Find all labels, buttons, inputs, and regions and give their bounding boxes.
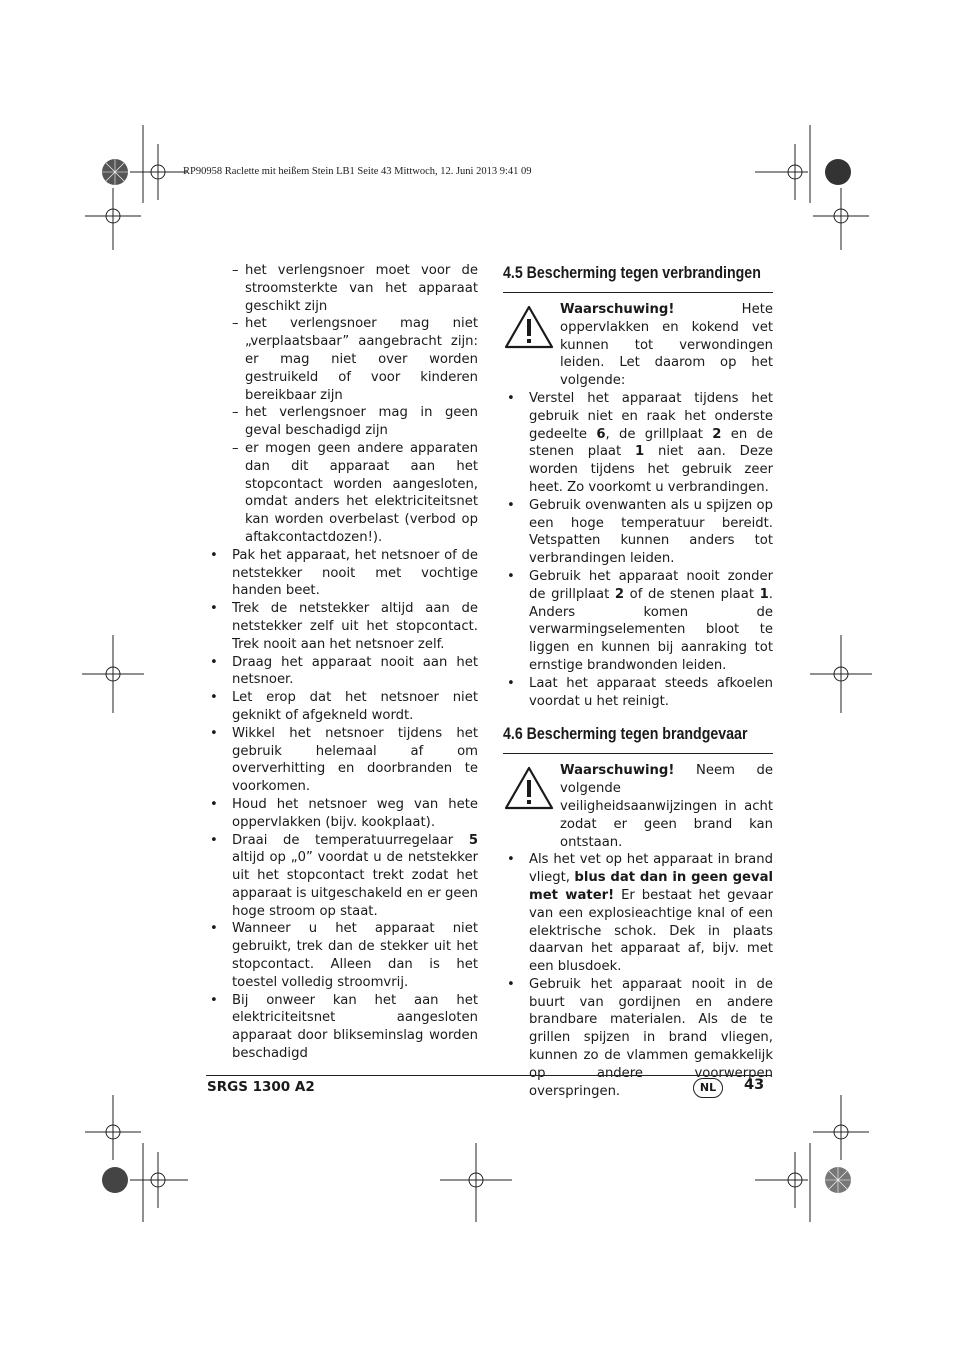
list-item: • Gebruik het apparaat nooit in de buurt van gordijnen en andere brandbare materialen. Als de te grillen spijzen in brand vliegen, kunnen zo de vlammen gemakkelijk op andere voorwerpen overspringen.: [507, 976, 773, 1099]
list-item: • Pak het apparaat, het netsnoer of de netstekker nooit met vochtige handen beet.: [210, 547, 478, 599]
footer-divider: [206, 1075, 772, 1076]
page-number: 43: [744, 1077, 765, 1093]
list-item: – er mogen geen andere apparaten dan dit apparaat aan het stopcontact worden aangesloten, omdat anders het elektriciteitsnet kan worden overbelast (verbod op aftakcontactdozen!).: [232, 440, 478, 545]
left-column: [206, 262, 478, 1063]
warning-box: Waarschuwing! Neem de volgende veiligheidsaanwijzingen in acht zodat er geen brand kan ontstaan.: [503, 762, 773, 851]
warning-icon: [504, 766, 554, 810]
list-item: • Gebruik het apparaat nooit zonder de grillplaat 2 of de stenen plaat 1. Anders komen de verwarmingselementen bloot te liggen en kunnen bij aanraking tot ernstige brandwonden leiden.: [507, 568, 773, 673]
section-title: 4.5 Bescherming tegen verbrandingen: [503, 264, 761, 282]
list-item: • Wanneer u het apparaat niet gebruikt, trek dan de stekker uit het stopcontact. Alleen dan is het toestel volledig stroomvrij.: [210, 921, 478, 990]
list-item: – het verlengsnoer moet voor de stroomsterkte van het apparaat geschikt zijn: [232, 263, 478, 314]
list-item: • Bij onweer kan het aan het elektriciteitsnet aangesloten apparaat door blikseminslag worden beschadigd: [210, 992, 478, 1062]
divider: [503, 753, 773, 754]
warning-box: Waarschuwing! Hete oppervlakken en kokend vet kunnen tot verwondingen leiden. Let daarom op het volgende:: [503, 301, 773, 390]
list-item: • Verstel het apparaat tijdens het gebruik niet en raak het onderste gedeelte 6, de grillplaat 2 en de stenen plaat 1 niet aan. Deze worden tijdens het gebruik zeer heet. Zo voorkomt u verbrandingen.: [507, 390, 774, 495]
divider: [503, 292, 773, 293]
print-header: RP90958 Raclette mit heißem Stein LB1 Seite 43 Mittwoch, 12. Juni 2013 9:41 09: [183, 166, 532, 177]
language-badge: NL: [693, 1078, 723, 1098]
list-item: – het verlengsnoer mag niet „verplaatsbaar” aangebracht zijn: er mag niet over worden gestruikeld of voor kinderen bereikbaar zijn: [232, 316, 478, 403]
list-item: • Gebruik ovenwanten als u spijzen op een hoge temperatuur bereidt. Vetspatten kunnen anders tot verbrandingen leiden.: [507, 497, 773, 567]
list-item: – het verlengsnoer mag in geen geval beschadigd zijn: [232, 405, 478, 439]
list-item: • Trek de netstekker altijd aan de netstekker zelf uit het stopcontact. Trek nooit aan het netsnoer zelf.: [210, 601, 478, 652]
right-column: [503, 262, 773, 1100]
list-item: • Draai de temperatuurregelaar 5 altijd op „0” voordat u de netstekker uit het stopcontact trekt zodat het apparaat is uitgeschakeld en er geen hoge stroom op staat.: [210, 832, 478, 919]
list-item: • Houd het netsnoer weg van hete oppervlakken (bijv. kookplaat).: [210, 796, 478, 830]
list-item: • Wikkel het netsnoer tijdens het gebruik helemaal af om oververhitting en doorbranden te voorkomen.: [210, 725, 478, 795]
list-item: • Laat het apparaat steeds afkoelen voordat u het reinigt.: [507, 675, 773, 709]
section-title: 4.6 Bescherming tegen brandgevaar: [503, 725, 748, 744]
footer-model: SRGS 1300 A2: [207, 1079, 315, 1095]
list-item: • Draag het apparaat nooit aan het netsnoer.: [210, 654, 478, 688]
list-item: • Let erop dat het netsnoer niet geknikt of afgeknеld wordt.: [210, 690, 478, 723]
warning-icon: [504, 305, 554, 349]
list-item: • Als het vet op het apparaat in brand vliegt, blus dat dan in geen geval met water! Er bestaat het gevaar van een explosieachtige knal of een elektrische schok. Dek in plaats daarvan het apparaat af, bijv. met een blusdoek.: [507, 852, 773, 975]
